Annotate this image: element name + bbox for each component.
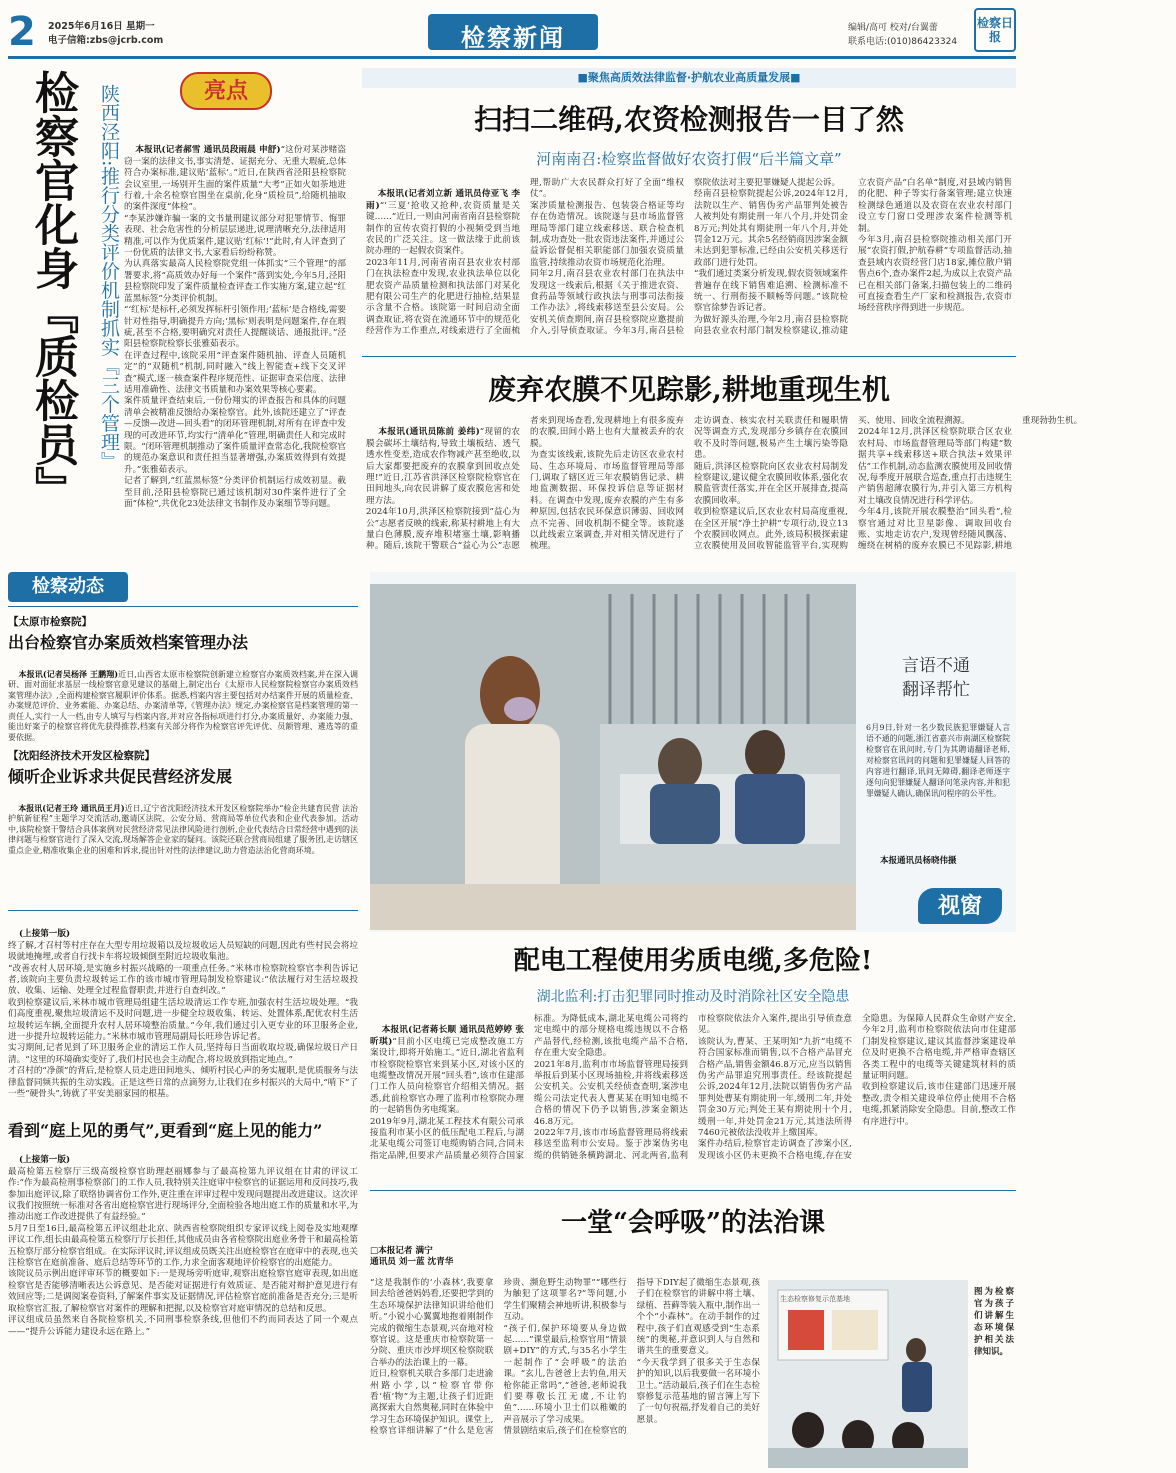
courage-article: [8, 1114, 358, 1470]
cable-body: 本报讯(记者蒋长顺 通讯员范婷婷 张昕琪)“目前小区电缆已完成整改施工方案设计,即将开始施工。”近日,湖北省监利市检察院检察官来到某小区,对该小区的电缆整改情况开展“回头看”,该市住建部门工作人员向检察官介绍相关情况。据悉,此前检察官办理了监利市检察院办理的一起销售伪劣电缆案。 2019年9月,湖北某工程技术有限公司承接监利市某小区的低压配电工程后,与湖北某电缆公司签订电缆购销合同,合同未指定品牌,但要求产品质量必须符合国家标准。为降低成本,湖北某电缆公司将约定电缆中的部分规格电缆违规以不合格产品替代,经检测,该批电缆产品不合格,存在重大安全隐患。 2021年8月,监利市市场监督管理局接到举报后到某小区现场抽检,并将线索移送公安机关。公安机关经侦查查明,案涉电缆公司法定代表人曹某某在明知电缆不合格的情况下仍予以销售,涉案金额达46.8万元。 2022年7月,该市市场监督管理局将线索移送至监利市公安局。鉴于涉案伪劣电缆的供销链条横跨湖北、河北两省,监利市检察院依法介入案件,提出引导侦查意见。 该院认为,曹某、王某明知“九折”电缆不符合国家标准而销售,以不合格产品冒充合格产品,销售金额46.8万元,应当以销售伪劣产品罪追究刑事责任。经该院提起公诉,2024年12月,法院以销售伪劣产品罪判处曹某有期徒刑一年,缓刑二年,并处罚金30万元;判处王某有期徒刑十个月,缓刑一年,并处罚金21万元,其违法所得7460元被依法没收并上缴国库。 案件办结后,检察官走访调查了涉案小区,发现该小区仍未更换不合格电缆,存在安全隐患。为保障人民群众生命财产安全,今年2月,监利市检察院依法向市住建部门制发检察建议,建议其监督涉案建设单位及时更换不合格电缆,并严格审查辖区各类工程中的电缆等关键建筑材料的质量证明问题。 收到检察建议后,该市住建部门迅速开展整改,责令相关建设单位停止使用不合格电缆,抓紧消除安全隐患。目前,整改工作有序进行中。: [370, 1014, 1016, 1161]
dynamics-rule: [8, 606, 358, 607]
dynamics-section: [8, 566, 358, 906]
dyn-item1-tag: 【太原市检察院】: [8, 616, 92, 628]
cable-title: 配电工程使用劣质电缆,多危险!: [513, 946, 873, 976]
qr-title: 扫扫二维码,农资检测报告一目了然: [474, 103, 904, 136]
section-title: 检察新闻: [461, 23, 565, 52]
classroom-screen-text: 生态检察修复示范基地: [780, 1295, 850, 1303]
feature-byline-body: 本报讯(记者郝雪 通讯员段雨晨 申舒)“这份对某涉赌盗窃一案的法律文书,事实清楚、证据充分、无重大瑕疵,总体符合办案标准,建议贴‘蓝标’。”近日,在陕西省泾阳县检察院会议室里,一场别开生面的案件质量“大考”正如火如荼地进行着,十余名检察官围坐在桌前,化身“质检员”,给随机抽取的案件深度“体检”。 “李某涉嫌诈骗一案的文书量刑建议部分对犯罪情节、悔罪表现、社会危害性的分析层层递进,说理清晰充分,法律适用精准,可以作为优质案件,建议贴‘红标’!”此时,有人评查到了一份优质的法律文书,大家看后纷纷称赞。 为认真落实最高人民检察院党组一体抓实“三个管理”的部署要求,将“高质效办好每一个案件”落到实处,今年5月,泾阳县检察院印发了案件质量检查评查工作实施方案,建立起“红蓝黑标签”分类评价机制。 “‘红标’是标杆,必须发挥标杆引领作用;‘蓝标’是合格线,需要针对性指导,明确提升方向;‘黑标’则表明是问题案件,存在瑕疵,甚至不合格,要明确究对责任人提醒谈话、通报批评。”泾阳县检察院检察长张雅茹表示。 在评查过程中,该院采用“评查案件随机抽、评查人员随机定”的“双随机”机制,同时融入“线上智能查+线下交叉评查”模式,逐一核查案件程序规范性、证据审查采信度、法律适用准确性、法律文书质量和办案效果等核心要素。 案件质量评查结束后,一份份翔实的评查报告和具体的问题清单会被精准反馈给办案检察官。此外,该院还建立了“评查—反馈—改进—回头看”的闭环管理机制,对所有在评查中发现的可改进环节,均实行“清单化”管理,明确责任人和完成时限。“闭环管理机制推动了案件质量评查常态化,我院检察官的规范办案意识和责任担当显著增强,办案质效得到有效提升。”张雅茹表示。 记者了解到,“红蓝黑标签”分类评价机制运行成效初显。截至目前,泾阳县检察院已通过该机制对30件案件进行了全面“体检”,共优化23处法律文书制作及办案细节等问题。: [124, 145, 346, 509]
issue-date: 2025年6月16日 星期一: [48, 21, 155, 32]
dynamics-header-label: 检察动态: [32, 576, 104, 597]
photo-window-section: [370, 572, 1016, 932]
logo-text: 检察日报: [976, 16, 1013, 44]
continued-rule: [8, 910, 358, 911]
highlight-tag-label: 亮点: [203, 78, 248, 104]
window-tag-label: 视窗: [937, 893, 982, 919]
film-title: 废弃农膜不见踪影,耕地重现生机: [488, 373, 890, 406]
film-top-rule: [362, 356, 1016, 357]
film-body: 本报讯(通讯员陈前 姜纬)“现留的农膜会碳坏土壤结构,导致土壤板结、透气透水性变差,造成农作物减产甚至绝收,以后大家都要把废弃的农膜拿到回收点处理!”近日,江苏省洪泽区检察院检察官在田间地头,向农民讲解了废农膜危害和处理方法。 2024年10月,洪泽区检察院接到“益心为公”志愿者反映的线索,称某村耕地上有大量白色薄膜,废弃堆积堵塞土壤,影响播种。随后,该院干警联合“益心为公”志愿者来到现场查看,发现耕地上有很多废弃的农膜,田间小路上也有大量被丢弃的农膜。 为查实该线索,该院先后走访区农业农村局、生态环境局、市场监督管理局等部门,调取了辖区近三年农膜销售记录、耕地监测数据、环保投诉信息等证据材料。在调查中发现,废弃农膜的产生有多种原因,包括农民环保意识薄弱、回收网点不完善、回收机制不健全等。该院遂以此线索立案调查,并对相关情况进行了梳理。 走访调查、核实农村关联责任和履职情况等调查方式,发现部分乡镇存在农膜回收不及时等问题,极易产生土壤污染等隐患。 随后,洪泽区检察院向区农业农村局制发检察建议,建议健全农膜回收体系,强化农膜监管责任落实,并在全区开展排查,提高农膜回收率。 收到检察建议后,区农业农村局高度重视,在全区开展“净土护耕”专项行动,设立13个农膜回收网点。此外,该局积极探索建立农膜使用及回收智能监管平台,实现购买、使用、回收全流程溯源。 2024年12月,洪泽区检察院联合区农业农村局、市场监督管理局等部门构建“数据共享+线索移送+联合执法+效果评估”工作机制,动态监测农膜使用及回收情况,每季度开展联合巡查,重点打击违规生产销售超薄农膜行为,并引入第三方机构对土壤改良情况进行科学评估。 今年4月,该院开展农膜整治“回头看”,检察官通过对比卫星影像、调取回收台账、实地走访农户,发现曾经随风飘荡、缠绕在树梢的废弃农膜已不见踪影,耕地重现勃勃生机。: [366, 416, 1083, 552]
film-article: [362, 356, 1083, 566]
dyn-item2-tag: 【沈阳经济技术开发区检察院】: [8, 750, 155, 762]
window-tag: [918, 888, 1002, 924]
classroom-scene: [768, 1280, 968, 1468]
breath-article: [370, 1190, 1016, 1470]
classroom-photo: [768, 1280, 968, 1468]
dynamics-header: [8, 572, 128, 602]
courtroom-scene: [370, 584, 856, 930]
qr-subtitle: 河南南召:检察监督做好农资打假“后半篇文章”: [536, 150, 842, 168]
topic-banner: [362, 68, 1016, 88]
courtroom-photo: [370, 584, 856, 930]
photo2-caption: 图为检察官为孩子们讲解生态环境保护相关法律知识。: [974, 1287, 1014, 1357]
cable-subtitle: 湖北监利:打击犯罪同时推动及时消除社区安全隐患: [536, 989, 850, 1005]
phone-info: 联系电话:(010)86423324: [848, 37, 958, 47]
courage-title: 看到“庭上见的勇气”,更看到“庭上见的能力”: [8, 1121, 323, 1140]
topic-banner-text: ■聚焦高质效法律监督·护航农业高质量发展■: [577, 71, 801, 84]
breath-rule: [370, 1190, 1016, 1191]
header-rule: [8, 56, 1016, 59]
editor-info: 编辑/高可 校对/台翼蕾: [848, 23, 938, 33]
photo1-credit: 本报通讯员杨晓伟摄: [880, 856, 957, 866]
page-number: 2: [8, 9, 36, 55]
photo1-caption-title: 言语不通 翻译帮忙: [902, 656, 970, 700]
breath-title: 一堂“会呼吸”的法治课: [561, 1208, 825, 1238]
dyn-item1-body: 本报讯(记者吴杨泽 王鹏翔)近日,山西省太原市检察院创新建立检察官办案质效档案,并在深入调研、面对面征求基层一线检察官意见建议的基础上,制定出台《太原市人民检察院检察官办案质效档案管理办法》,全面构建检察官履职评价体系。据悉,档案内容主要包括对办结案件开展的质量检查、办案规范评价、业务素能、办案总结、办案清单等,《管理办法》规定,办案检察官是档案管理的第一责任人,实行一人一档,由专人填写与档案内容,并对应各指标项进行打分,办案质量好、办案能力强、能出好案子的检察官将优先获得推荐,档案有关部分将作为检察官评先评优、员额管理、遴选等的重要依据。: [8, 668, 359, 742]
continued-article: [8, 910, 358, 1110]
newspaper-logo: [974, 8, 1016, 52]
continued-body: (上接第一版) 终了解,才召村等村庄存在大型专用垃圾箱以及垃圾收运人员短缺的问题,因此有些村民会将垃圾就地掩埋,或者自行找卡车将垃圾倾倒至附近垃圾收集池。 “改善农村人居环境,是实施乡村振兴战略的一项重点任务。”米林市检察院检察官李利告诉记者,该院向主要负责垃圾转运工作的该市城市管理局制发检察建议:“依法履行对生活垃圾投放、收集、运输、处理全过程监督职责,并进行自查纠改。” 收到检察建议后,米林市城市管理局组建生活垃圾清运工作专班,加强农村生活垃圾处理。“我们高度重视,聚焦垃圾清运不及时问题,进一步健全垃圾收集、转运、处置体系,配优农村生活垃圾转运车辆,全面提升农村人居环境整治质量。”今年,我们通过引入更专业的环卫服务企业,进一步提升垃圾转运能力。”米林市城市管理局副局长旺珍告诉记者。 实习期间,记者见到了环卫服务企业的清运工作人员,坚持每日当面收取垃圾,确保垃圾日产日清。“这里的环境确实变好了,我们村民也会主动配合,将垃圾放到指定地点。” 才召村的“净颜”的背后,是检察人员走进田间地头、倾听村民心声的务实履职,是优质服务与法律监督同频共振的生动实践。正是这些日常的点滴努力,让我们在乡村振兴的大局中,“啃下”了一些“硬骨头”,铸就了平安美丽家园的根基。: [8, 929, 358, 1100]
feature-article: [8, 64, 348, 554]
masthead: [0, 0, 1024, 64]
highlight-tag: [180, 72, 272, 110]
cable-article: [370, 936, 1016, 1186]
dyn-item2-title: 倾听企业诉求共促民营经济发展: [8, 767, 233, 786]
email: 电子信箱:zbs@jcrb.com: [48, 35, 164, 46]
qr-article: [362, 66, 1016, 354]
breath-body: “这是我制作的‘小森林’,我要拿回去给爸爸妈妈看,还要把学到的生态环境保护法律知识讲给他们听。”小锐小心翼翼地抱着刚制作完成的微缩生态景观,兴奋地对检察官说。这是重庆市检察院第一分院、重庆市沙坪坝区检察院联合举办的法治课上的一幕。 近日,检察机关联合多部门走进渝州路小学,以“检察官带你看‘植’物”为主题,让孩子们近距离探索大自然奥秘,同时在体验中学习生态环境保护知识。课堂上,检察官详细讲解了“什么是危害珍贵、濒危野生动物罪”“哪些行为触犯了这项罪名?”等问题,小学生们聚精会神地听讲,积极参与互动。 “孩子们,保护环境要从身边做起……”课堂最后,检察官用“情景剧+DIY”的方式,与35名小学生一起制作了“会呼吸”的法治课。“玄儿,告爸爸上去钓鱼,用天枪你能正常吗”,“爸爸,老师说我们要尊敬长江无虞,不让钓鱼”……环境小卫士们以稚嫩的声音展示了学习成果。 情景剧结束后,孩子们在检察官的指导下DIY起了微缩生态景观,孩子们在检察官的讲解中将土壤、绿植、苔藓等装入瓶中,制作出一个个“小森林”。在动手制作的过程中,孩子们直观感受到“生态系统”的奥秘,并意识到人与自然和谐共生的重要意义。 “今天我学到了很多关于生态保护的知识,以后我要做一名环境小卫士。”活动最后,孩子们在生态检察修复示范基地的留言簿上写下了一句句祝福,抒发着自己的美好愿景。: [370, 1278, 760, 1437]
breath-byline: □本报记者 满宁 通讯员 刘一蓝 沈青华: [370, 1246, 454, 1268]
feature-subtitle: 陕西泾阳:推行分类评价机制抓实『三个管理』: [98, 84, 120, 471]
dyn-item2-body: 本报讯(记者王玲 通讯员王月)近日,辽宁省沈阳经济技术开发区检察院举办“检企共建育民营 法治护航新征程”主题学习交流活动,邀请区法院、公安分局、营商局等单位代表和企业代表参加。活动中,该院检察干警结合具体案例对民营经济常见法律风险进行剖析,企业代表结合日常经营中遇到的法律问题与检察官进行了深入交流,现场解答企业家的疑问。该院还联合营商局组建了服务团,走访辖区重点企业,精准收集企业的困难和诉求,提出针对性的法律建议,助力营造法治化营商环境。: [8, 802, 358, 855]
qr-body: 本报讯(记者刘立新 通讯员侍亚飞 李雨)“‘三夏’抢收又抢种,农资质量是关键……”近日,一则由河南省南召县检察院制作的宣传农资打假的小视频受到当地农民的广泛关注。这一做法缘于此前该院办理的一起假农资案件。 2023年11月,河南省南召县农业农村部门在执法检查中发现,农业执法单位以化肥农资产品质量检测和执法部门对某化肥有限公司生产的化肥进行抽检,结果显示含量不合格。该院第一时间启动全面调查取证,将农资在流通环节中的规范化经营作为工作重点,对线索进行了全面梳理,帮助广大农民群众打好了全面“维权仗”。 案涉质量检测报告、包装袋合格证等均存在伪造情况。该院遂与县市场监督管理局等部门建立线索移送、联合检查机制,成功查处一批农资违法案件,并通过公益诉讼督促相关职能部门加强农资质量监管,持续推动农资市场规范化治理。 同年2月,南召县农业农村部门在执法中发现这一线索后,根据《关于推进农资、食药品等领域行政执法与刑事司法衔接工作办法》,将线索移送至县公安局。公安机关侦查期间,南召县检察院应邀提前介入,引导侦查取证。今年3月,南召县检察院依法对主要犯罪嫌疑人提起公诉。 经南召县检察院提起公诉,2024年12月,法院以生产、销售伪劣产品罪判处被告人被判处有期徒刑一年八个月,并处罚金8万元;判处其有期徒刑一年八个月,并处罚金12万元。其余5名经销商因涉案金额未达到犯罪标准,已经由公安机关移送行政部门进行处罚。 “我们通过类案分析发现,假农资领域案件普遍存在线下销售难追溯、检测标准不统一、行刑衔接不顺畅等问题。”该院检察官徐梦告诉记者。 为做好源头治理,今年2月,南召县检察院向县农业农村部门制发检察建议,推动建立农资产品“白名单”制度,对县域内销售的化肥、种子等实行备案管理;建立快速检测绿色通道以及农资在农业农村部门设立专门窗口受理涉农案件检测等机制。 今年3月,南召县检察院推动相关部门开展“农资打假,护航春耕”专项监督活动,抽查县域内农资经营门店18家,摊位散户销售点6个,查办案件2起,为成以上农资产品已在相关部门备案,扫描包装上的二维码可直接查看生产厂家和检测报告,农资市场经营秩序得到进一步规范。: [366, 178, 1012, 337]
feature-title: 检察官化身『质检员』: [27, 70, 78, 510]
photo1-caption-text: 6月9日,针对一名少数民族犯罪嫌疑人言语不通的问题,浙江省嘉兴市南湖区检察院检察官在讯问时,专门为其聘请翻译老师,对检察官讯问的问题和犯罪嫌疑人回答的内容进行翻译,讯问无障碍,翻译老师逐字逐句向犯罪嫌疑人翻译问笔录内容,并和犯罪嫌疑人确认,确保讯问程序的公平性。: [866, 723, 1010, 798]
dyn-item1-title: 出台检察官办案质效档案管理办法: [8, 633, 249, 652]
courage-body: (上接第一版) 最高检第五检察厅三级高级检察官助理赵丽娜参与了最高检第九评议组在甘肃的评议工作:“作为最高检刑事检察部门的工作人员,我特别关注庭审中检察官的证据运用和反问技巧,我参加出庭评议,除了联络协调省份工作外,更注重在评审过程中发现问题提出改进建议。这次评议我们按照统一标准对各省出庭检察官进行现场评分,全面检验各地出庭工作的质量和水平,为推动出庭工作改进提供了有益经验。” 5月7日至16日,最高检第五评议组赴北京、陕西省检察院组织专家评议线上阅卷及实地观摩评议工作,组长由最高检第五检察厅厅长担任,其他成员由各省检察院出庭业务骨干和最高检第五检察厅部分检察官组成。在实际评议时,评议组成员既关注出庭检察官在庭审中的表现,也关注检察官在庭前准备、庭后总结等环节的工作,力求全面客观地评价检察官的出庭能力。 该院议员示例出庭评审环节的概要如下:一是现场旁听庭审,观察出庭检察官庭审表现,如出庭检察官是否能够清晰表达公诉意见、是否能对证据进行有效质证、是否能对辩护意见进行有效回应等;二是调阅案卷资料,了解案件事实及证据情况,评估检察官庭前准备是否充分;三是听取检察官汇报,了解检察官对案件的理解和把握,以及检察官对庭审情况的总结和反思。 评议组成员虽然来自各院检察机关,不同刑事检察条线,但他们不约而同表达了同一个观点——“提升公诉能力建设永远在路上。”: [8, 1155, 358, 1337]
